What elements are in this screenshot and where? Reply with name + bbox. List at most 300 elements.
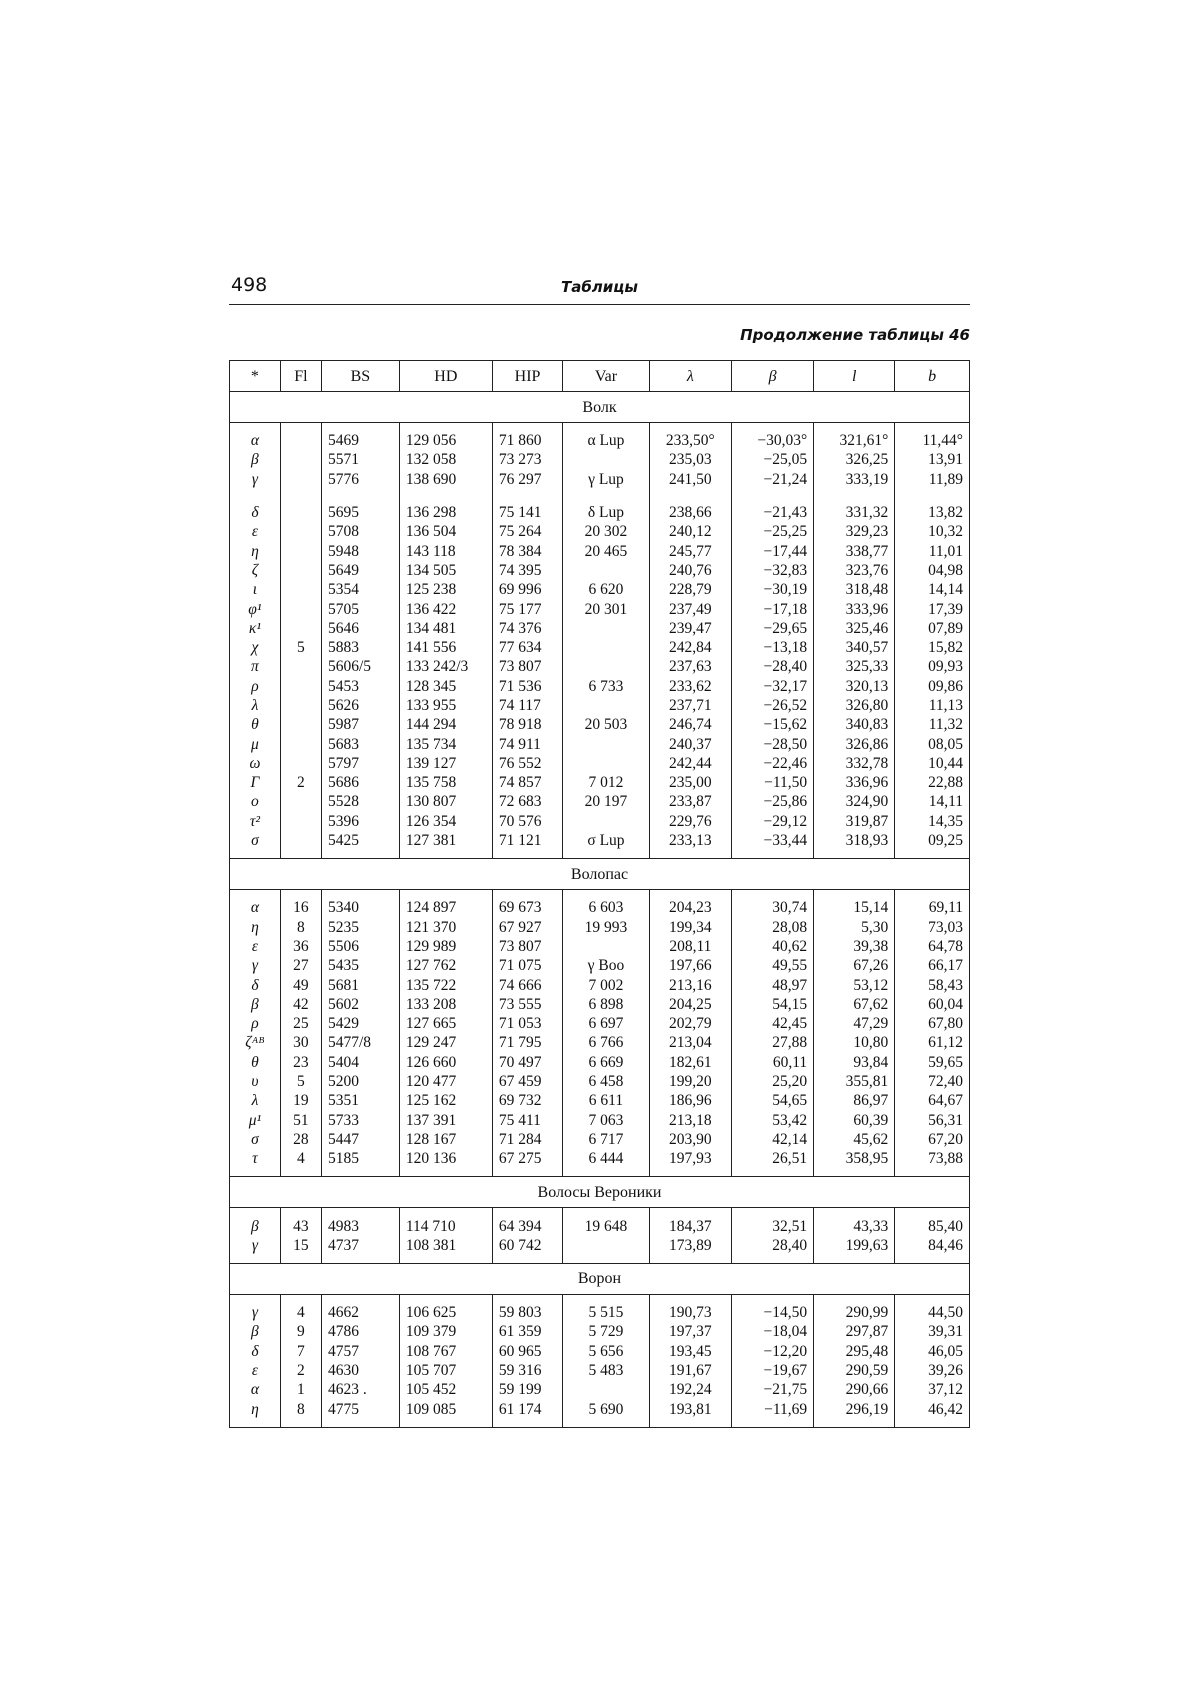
hip-number: 74 395 — [492, 561, 562, 580]
galactic-longitude: 290,66 — [814, 1380, 895, 1399]
flamsteed-number — [280, 677, 321, 696]
hip-number: 69 996 — [492, 580, 562, 599]
bs-number: 5425 — [321, 831, 399, 850]
column-header: BS — [321, 361, 399, 392]
bs-number: 5396 — [321, 812, 399, 831]
hip-number: 77 634 — [492, 638, 562, 657]
hip-number: 75 264 — [492, 522, 562, 541]
variable-designation: 6 697 — [563, 1014, 650, 1033]
column-header: β — [731, 361, 813, 392]
star-designation: ζ — [230, 561, 281, 580]
bs-number: 5477/8 — [321, 1033, 399, 1052]
bs-number: 5429 — [321, 1014, 399, 1033]
galactic-longitude: 290,99 — [814, 1303, 895, 1322]
hip-number: 70 497 — [492, 1053, 562, 1072]
variable-designation: 20 465 — [563, 541, 650, 560]
bs-number: 5948 — [321, 541, 399, 560]
table-row — [230, 470, 970, 489]
bs-number: 5469 — [321, 431, 399, 450]
ecliptic-latitude: −30,19 — [731, 580, 813, 599]
ecliptic-longitude: 197,93 — [649, 1149, 731, 1168]
star-designation: π — [230, 657, 281, 676]
galactic-latitude: 61,12 — [895, 1033, 970, 1052]
ecliptic-latitude: 48,97 — [731, 975, 813, 994]
star-designation: α — [230, 1380, 281, 1399]
ecliptic-longitude: 235,00 — [649, 773, 731, 792]
ecliptic-latitude: −22,46 — [731, 754, 813, 773]
star-designation: η — [230, 541, 281, 560]
galactic-longitude: 297,87 — [814, 1322, 895, 1341]
galactic-longitude: 340,57 — [814, 638, 895, 657]
table-row — [230, 657, 970, 676]
ecliptic-longitude: 233,50° — [649, 431, 731, 450]
ecliptic-latitude: −17,18 — [731, 599, 813, 618]
ecliptic-longitude: 240,12 — [649, 522, 731, 541]
bs-number: 5649 — [321, 561, 399, 580]
spacer-row — [230, 1419, 970, 1428]
table-row — [230, 541, 970, 560]
ecliptic-latitude: 40,62 — [731, 937, 813, 956]
bs-number: 5776 — [321, 470, 399, 489]
ecliptic-latitude: 30,74 — [731, 898, 813, 917]
ecliptic-latitude: −33,44 — [731, 831, 813, 850]
hip-number: 71 121 — [492, 831, 562, 850]
table-row — [230, 431, 970, 450]
ecliptic-longitude: 237,63 — [649, 657, 731, 676]
galactic-longitude: 358,95 — [814, 1149, 895, 1168]
galactic-longitude: 67,26 — [814, 956, 895, 975]
hip-number: 73 807 — [492, 657, 562, 676]
flamsteed-number: 5 — [280, 638, 321, 657]
galactic-latitude: 44,50 — [895, 1303, 970, 1322]
galactic-latitude: 09,93 — [895, 657, 970, 676]
variable-designation — [563, 638, 650, 657]
galactic-longitude: 333,19 — [814, 470, 895, 489]
variable-designation — [563, 734, 650, 753]
galactic-latitude: 73,03 — [895, 918, 970, 937]
hd-number: 136 504 — [399, 522, 492, 541]
galactic-latitude: 22,88 — [895, 773, 970, 792]
galactic-longitude: 318,48 — [814, 580, 895, 599]
spacer-row — [230, 1168, 970, 1177]
star-designation: η — [230, 918, 281, 937]
ecliptic-latitude: −14,50 — [731, 1303, 813, 1322]
star-designation: σ — [230, 831, 281, 850]
bs-number: 5987 — [321, 715, 399, 734]
galactic-latitude: 46,42 — [895, 1399, 970, 1418]
hd-number: 124 897 — [399, 898, 492, 917]
star-designation: ε — [230, 1361, 281, 1380]
galactic-longitude: 324,90 — [814, 792, 895, 811]
star-designation: Γ — [230, 773, 281, 792]
ecliptic-latitude: −26,52 — [731, 696, 813, 715]
variable-designation: 6 611 — [563, 1091, 650, 1110]
bs-number: 5453 — [321, 677, 399, 696]
galactic-latitude: 15,82 — [895, 638, 970, 657]
galactic-latitude: 14,11 — [895, 792, 970, 811]
galactic-latitude: 39,26 — [895, 1361, 970, 1380]
star-designation: ζᴬᴮ — [230, 1033, 281, 1052]
galactic-latitude: 13,91 — [895, 450, 970, 469]
column-header: l — [814, 361, 895, 392]
galactic-latitude: 67,20 — [895, 1130, 970, 1149]
table-caption: Продолжение таблицы 46 — [740, 326, 970, 344]
hd-number: 133 208 — [399, 995, 492, 1014]
galactic-longitude: 86,97 — [814, 1091, 895, 1110]
hd-number: 144 294 — [399, 715, 492, 734]
ecliptic-latitude: 49,55 — [731, 956, 813, 975]
hip-number: 61 359 — [492, 1322, 562, 1341]
hip-number: 71 053 — [492, 1014, 562, 1033]
star-designation: ε — [230, 937, 281, 956]
hip-number: 76 552 — [492, 754, 562, 773]
star-designation: κ¹ — [230, 619, 281, 638]
ecliptic-latitude: −32,83 — [731, 561, 813, 580]
variable-designation: 20 301 — [563, 599, 650, 618]
star-designation: ο — [230, 792, 281, 811]
hd-number: 136 422 — [399, 599, 492, 618]
hd-number: 139 127 — [399, 754, 492, 773]
spacer-row — [230, 890, 970, 899]
ecliptic-longitude: 190,73 — [649, 1303, 731, 1322]
bs-number: 5646 — [321, 619, 399, 638]
star-designation: δ — [230, 975, 281, 994]
hd-number: 135 734 — [399, 734, 492, 753]
flamsteed-number — [280, 599, 321, 618]
ecliptic-longitude: 241,50 — [649, 470, 731, 489]
ecliptic-latitude: 28,40 — [731, 1236, 813, 1255]
bs-number: 4630 — [321, 1361, 399, 1380]
hip-number: 71 075 — [492, 956, 562, 975]
variable-designation: 6 458 — [563, 1072, 650, 1091]
flamsteed-number: 7 — [280, 1342, 321, 1361]
flamsteed-number — [280, 522, 321, 541]
variable-designation: 19 993 — [563, 918, 650, 937]
star-designation: μ — [230, 734, 281, 753]
table-row — [230, 450, 970, 469]
ecliptic-longitude: 203,90 — [649, 1130, 731, 1149]
flamsteed-number: 27 — [280, 956, 321, 975]
spacer-row — [230, 423, 970, 432]
ecliptic-longitude: 182,61 — [649, 1053, 731, 1072]
constellation-name: Ворон — [230, 1263, 970, 1294]
star-designation: γ — [230, 1303, 281, 1322]
variable-designation: 5 729 — [563, 1322, 650, 1341]
table-row — [230, 1072, 970, 1091]
galactic-latitude: 69,11 — [895, 898, 970, 917]
column-header: Var — [563, 361, 650, 392]
ecliptic-longitude: 240,76 — [649, 561, 731, 580]
flamsteed-number — [280, 541, 321, 560]
galactic-longitude: 39,38 — [814, 937, 895, 956]
variable-designation: 6 669 — [563, 1053, 650, 1072]
hd-number: 128 345 — [399, 677, 492, 696]
ecliptic-longitude: 237,49 — [649, 599, 731, 618]
ecliptic-longitude: 213,04 — [649, 1033, 731, 1052]
galactic-latitude: 10,32 — [895, 522, 970, 541]
star-designation: η — [230, 1399, 281, 1418]
constellation-name: Волопас — [230, 859, 970, 890]
hd-number: 127 381 — [399, 831, 492, 850]
galactic-longitude: 53,12 — [814, 975, 895, 994]
hd-number: 133 242/3 — [399, 657, 492, 676]
hip-number: 59 316 — [492, 1361, 562, 1380]
hd-number: 132 058 — [399, 450, 492, 469]
bs-number: 5340 — [321, 898, 399, 917]
spacer-row — [230, 1294, 970, 1303]
ecliptic-longitude: 197,66 — [649, 956, 731, 975]
variable-designation: 19 648 — [563, 1216, 650, 1235]
flamsteed-number: 4 — [280, 1303, 321, 1322]
ecliptic-longitude: 191,67 — [649, 1361, 731, 1380]
variable-designation: 5 515 — [563, 1303, 650, 1322]
flamsteed-number: 51 — [280, 1111, 321, 1130]
galactic-longitude: 326,25 — [814, 450, 895, 469]
galactic-longitude: 325,46 — [814, 619, 895, 638]
table-row — [230, 1236, 970, 1255]
bs-number: 5200 — [321, 1072, 399, 1091]
ecliptic-longitude: 186,96 — [649, 1091, 731, 1110]
ecliptic-longitude: 193,81 — [649, 1399, 731, 1418]
ecliptic-latitude: −18,04 — [731, 1322, 813, 1341]
table-row — [230, 1033, 970, 1052]
ecliptic-latitude: −21,75 — [731, 1380, 813, 1399]
variable-designation — [563, 450, 650, 469]
ecliptic-longitude: 245,77 — [649, 541, 731, 560]
ecliptic-latitude: −21,43 — [731, 503, 813, 522]
column-header: Fl — [280, 361, 321, 392]
ecliptic-latitude: 54,15 — [731, 995, 813, 1014]
ecliptic-longitude: 213,16 — [649, 975, 731, 994]
variable-designation: 20 197 — [563, 792, 650, 811]
flamsteed-number: 9 — [280, 1322, 321, 1341]
flamsteed-number: 28 — [280, 1130, 321, 1149]
bs-number: 4983 — [321, 1216, 399, 1235]
table-header-row — [230, 361, 970, 392]
star-designation: ε — [230, 522, 281, 541]
ecliptic-latitude: −19,67 — [731, 1361, 813, 1380]
ecliptic-latitude: −12,20 — [731, 1342, 813, 1361]
constellation-name: Волосы Вероники — [230, 1177, 970, 1208]
variable-designation — [563, 561, 650, 580]
ecliptic-latitude: −13,18 — [731, 638, 813, 657]
hd-number: 138 690 — [399, 470, 492, 489]
ecliptic-longitude: 199,34 — [649, 918, 731, 937]
hip-number: 75 411 — [492, 1111, 562, 1130]
table-body — [230, 392, 970, 1428]
ecliptic-latitude: −15,62 — [731, 715, 813, 734]
hd-number: 126 660 — [399, 1053, 492, 1072]
ecliptic-longitude: 192,24 — [649, 1380, 731, 1399]
variable-designation — [563, 619, 650, 638]
hd-number: 129 989 — [399, 937, 492, 956]
galactic-longitude: 320,13 — [814, 677, 895, 696]
table-row — [230, 1342, 970, 1361]
flamsteed-number — [280, 619, 321, 638]
star-designation: ι — [230, 580, 281, 599]
hd-number: 120 477 — [399, 1072, 492, 1091]
table-row — [230, 956, 970, 975]
ecliptic-latitude: 42,14 — [731, 1130, 813, 1149]
table-row — [230, 995, 970, 1014]
flamsteed-number: 23 — [280, 1053, 321, 1072]
bs-number: 5528 — [321, 792, 399, 811]
star-designation: γ — [230, 956, 281, 975]
ecliptic-longitude: 204,23 — [649, 898, 731, 917]
galactic-longitude: 326,80 — [814, 696, 895, 715]
ecliptic-latitude: −25,05 — [731, 450, 813, 469]
hd-number: 125 162 — [399, 1091, 492, 1110]
ecliptic-longitude: 213,18 — [649, 1111, 731, 1130]
ecliptic-longitude: 237,71 — [649, 696, 731, 715]
galactic-latitude: 58,43 — [895, 975, 970, 994]
bs-number: 5883 — [321, 638, 399, 657]
star-designation: μ¹ — [230, 1111, 281, 1130]
galactic-longitude: 5,30 — [814, 918, 895, 937]
bs-number: 5354 — [321, 580, 399, 599]
hip-number: 74 376 — [492, 619, 562, 638]
flamsteed-number — [280, 792, 321, 811]
ecliptic-latitude: 26,51 — [731, 1149, 813, 1168]
ecliptic-longitude: 235,03 — [649, 450, 731, 469]
hip-number: 71 795 — [492, 1033, 562, 1052]
variable-designation: γ Lup — [563, 470, 650, 489]
bs-number: 5602 — [321, 995, 399, 1014]
galactic-longitude: 295,48 — [814, 1342, 895, 1361]
bs-number: 5506 — [321, 937, 399, 956]
galactic-latitude: 60,04 — [895, 995, 970, 1014]
constellation-row — [230, 1263, 970, 1294]
variable-designation: 6 620 — [563, 580, 650, 599]
flamsteed-number: 5 — [280, 1072, 321, 1091]
flamsteed-number: 8 — [280, 918, 321, 937]
flamsteed-number — [280, 812, 321, 831]
bs-number: 5235 — [321, 918, 399, 937]
hip-number: 73 555 — [492, 995, 562, 1014]
galactic-longitude: 333,96 — [814, 599, 895, 618]
table-row — [230, 696, 970, 715]
table-row — [230, 831, 970, 850]
table-row — [230, 715, 970, 734]
ecliptic-latitude: −21,24 — [731, 470, 813, 489]
galactic-latitude: 37,12 — [895, 1380, 970, 1399]
running-title: Таблицы — [560, 278, 638, 296]
galactic-longitude: 338,77 — [814, 541, 895, 560]
variable-designation: 6 766 — [563, 1033, 650, 1052]
table-row — [230, 792, 970, 811]
bs-number: 5683 — [321, 734, 399, 753]
table-row — [230, 1130, 970, 1149]
star-designation: δ — [230, 1342, 281, 1361]
hd-number: 129 056 — [399, 431, 492, 450]
galactic-longitude: 325,33 — [814, 657, 895, 676]
galactic-latitude: 67,80 — [895, 1014, 970, 1033]
hip-number: 71 860 — [492, 431, 562, 450]
flamsteed-number — [280, 734, 321, 753]
ecliptic-latitude: 60,11 — [731, 1053, 813, 1072]
column-header: * — [230, 361, 281, 392]
variable-designation — [563, 937, 650, 956]
galactic-longitude: 331,32 — [814, 503, 895, 522]
table-row — [230, 975, 970, 994]
bs-number: 4662 — [321, 1303, 399, 1322]
bs-number: 4786 — [321, 1322, 399, 1341]
flamsteed-number — [280, 431, 321, 450]
hd-number: 135 722 — [399, 975, 492, 994]
ecliptic-latitude: −29,12 — [731, 812, 813, 831]
bs-number: 5686 — [321, 773, 399, 792]
galactic-latitude: 84,46 — [895, 1236, 970, 1255]
variable-designation: α Lup — [563, 431, 650, 450]
flamsteed-number — [280, 503, 321, 522]
table-row — [230, 918, 970, 937]
galactic-latitude: 64,67 — [895, 1091, 970, 1110]
ecliptic-longitude: 228,79 — [649, 580, 731, 599]
galactic-latitude: 04,98 — [895, 561, 970, 580]
table-row — [230, 1380, 970, 1399]
star-designation: φ¹ — [230, 599, 281, 618]
table-row — [230, 1303, 970, 1322]
hip-number: 64 394 — [492, 1216, 562, 1235]
ecliptic-latitude: −25,25 — [731, 522, 813, 541]
bs-number: 5404 — [321, 1053, 399, 1072]
ecliptic-latitude: −11,69 — [731, 1399, 813, 1418]
hip-number: 74 857 — [492, 773, 562, 792]
flamsteed-number: 19 — [280, 1091, 321, 1110]
galactic-latitude: 46,05 — [895, 1342, 970, 1361]
variable-designation: 7 002 — [563, 975, 650, 994]
ecliptic-longitude: 242,44 — [649, 754, 731, 773]
bs-number: 5435 — [321, 956, 399, 975]
table-row — [230, 812, 970, 831]
star-designation: τ² — [230, 812, 281, 831]
hd-number: 141 556 — [399, 638, 492, 657]
variable-designation: 5 656 — [563, 1342, 650, 1361]
galactic-longitude: 326,86 — [814, 734, 895, 753]
hip-number: 74 666 — [492, 975, 562, 994]
bs-number: 5797 — [321, 754, 399, 773]
star-designation: χ — [230, 638, 281, 657]
star-designation: λ — [230, 1091, 281, 1110]
spacer-row — [230, 489, 970, 503]
bs-number: 4775 — [321, 1399, 399, 1418]
ecliptic-latitude: −25,86 — [731, 792, 813, 811]
ecliptic-longitude: 193,45 — [649, 1342, 731, 1361]
galactic-longitude: 321,61° — [814, 431, 895, 450]
page-header — [229, 272, 970, 305]
galactic-latitude: 14,14 — [895, 580, 970, 599]
star-designation: α — [230, 898, 281, 917]
spacer-row — [230, 1255, 970, 1264]
star-designation: ω — [230, 754, 281, 773]
flamsteed-number: 49 — [280, 975, 321, 994]
bs-number: 5447 — [321, 1130, 399, 1149]
hd-number: 136 298 — [399, 503, 492, 522]
constellation-row — [230, 1177, 970, 1208]
flamsteed-number: 36 — [280, 937, 321, 956]
ecliptic-longitude: 233,13 — [649, 831, 731, 850]
hd-number: 127 762 — [399, 956, 492, 975]
galactic-longitude: 336,96 — [814, 773, 895, 792]
flamsteed-number — [280, 715, 321, 734]
variable-designation: 6 603 — [563, 898, 650, 917]
galactic-latitude: 64,78 — [895, 937, 970, 956]
galactic-latitude: 11,01 — [895, 541, 970, 560]
hd-number: 129 247 — [399, 1033, 492, 1052]
bs-number: 5695 — [321, 503, 399, 522]
flamsteed-number — [280, 470, 321, 489]
table-row — [230, 1322, 970, 1341]
